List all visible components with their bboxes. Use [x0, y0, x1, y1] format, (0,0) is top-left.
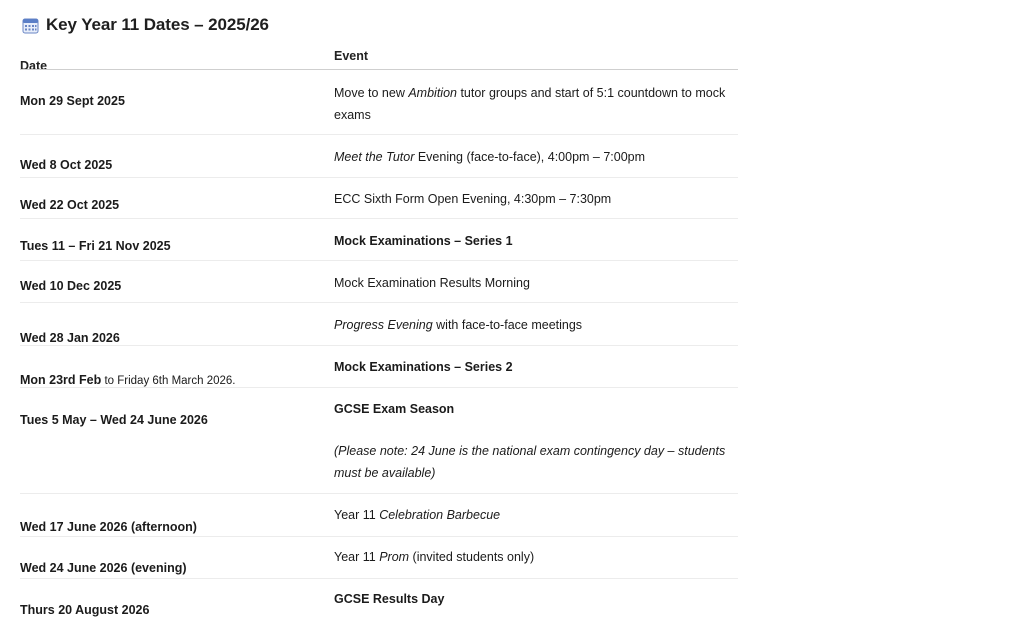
row-divider — [20, 177, 738, 178]
row-1-date: Mon 29 Sept 2025 — [20, 94, 125, 108]
row-8-event: GCSE Exam Season — [334, 402, 455, 416]
row-10-date: Wed 17 June 2026 (afternoon) — [20, 520, 197, 534]
row-5-date: Wed 10 Dec 2025 — [20, 279, 122, 293]
row-12-date: Thurs 20 August 2026 — [20, 603, 150, 617]
row-divider — [20, 536, 738, 537]
row-10-event: Year 11 Celebration Barbecue — [334, 508, 501, 522]
calendar-icon — [22, 17, 39, 34]
row-8-date: Tues 5 May – Wed 24 June 2026 — [20, 413, 208, 427]
row-5-event: Mock Examination Results Morning — [334, 276, 530, 290]
row-divider — [20, 260, 738, 261]
row-divider — [20, 578, 738, 579]
row-12-event: GCSE Results Day — [334, 592, 445, 606]
header-divider — [20, 69, 738, 70]
row-11-event: Year 11 Prom (invited students only) — [334, 550, 535, 564]
row-4-event: Mock Examinations – Series 1 — [334, 234, 513, 248]
row-3-date: Wed 22 Oct 2025 — [20, 198, 120, 212]
row-divider — [20, 134, 738, 135]
row-7-date: Mon 23rd Feb to Friday 6th March 2026. — [20, 373, 236, 387]
row-2-date: Wed 8 Oct 2025 — [20, 158, 113, 172]
row-6-date: Wed 28 Jan 2026 — [20, 331, 120, 345]
row-6-event: Progress Evening with face-to-face meetings — [334, 318, 583, 332]
row-9-note: (Please note: 24 June is the national exam contingency day – students must be available) — [334, 444, 726, 480]
row-divider — [20, 218, 738, 219]
row-2-event: Meet the Tutor Evening (face-to-face), 4:00pm – 7:00pm — [334, 150, 646, 164]
column-header-date: Date — [20, 59, 48, 73]
row-divider — [20, 387, 738, 388]
row-divider — [20, 493, 738, 494]
row-7-event: Mock Examinations – Series 2 — [334, 360, 513, 374]
row-4-date: Tues 11 – Fri 21 Nov 2025 — [20, 239, 171, 253]
title-text: Key Year 11 Dates – 2025/26 — [46, 15, 269, 34]
column-header-event: Event — [334, 49, 369, 63]
row-1-event: Move to new Ambition tutor groups and start of 5:1 countdown to mock exams — [334, 86, 726, 122]
row-11-date: Wed 24 June 2026 (evening) — [20, 561, 187, 575]
row-divider — [20, 345, 738, 346]
row-divider — [20, 302, 738, 303]
page-title — [22, 12, 269, 38]
row-3-event: ECC Sixth Form Open Evening, 4:30pm – 7:30pm — [334, 192, 612, 206]
